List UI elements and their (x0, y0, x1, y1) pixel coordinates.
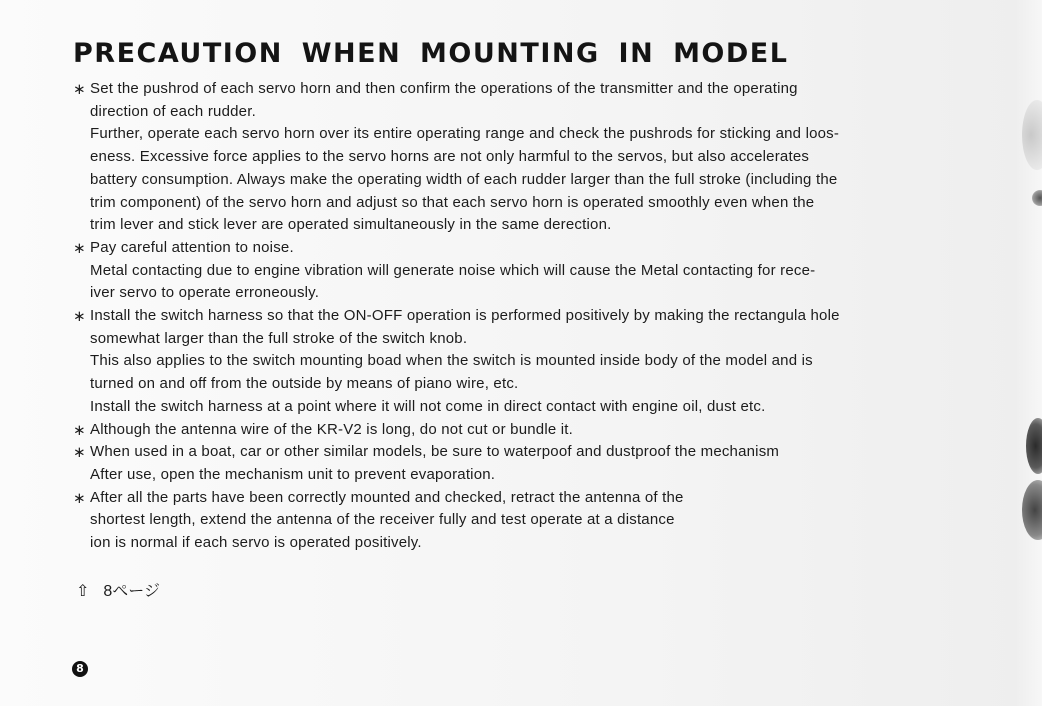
text-line: Install the switch harness at a point where it will not come in direct contact with engine oil, dust etc. (90, 397, 766, 415)
text-line: Set the pushrod of each servo horn and then confirm the operations of the transmitter and the operating (90, 80, 798, 97)
continuation-paragraph (73, 260, 983, 305)
text-line: battery consumption. Always make the operating width of each rudder larger than the full stroke (including the (90, 170, 838, 188)
text-line: This also applies to the switch mounting boad when the switch is mounted inside body of the model and is (90, 352, 813, 370)
bullet-item (73, 305, 983, 350)
text-line: shortest length, extend the antenna of the receiver fully and test operate at a distance (90, 511, 675, 529)
asterisk-bullet-icon: ∗ (73, 443, 86, 462)
asterisk-bullet-icon: ∗ (73, 420, 86, 439)
bullet-item (73, 78, 983, 123)
asterisk-bullet-icon: ∗ (73, 307, 86, 326)
text-line: eness. Excessive force applies to the servo horns are not only harmful to the servos, but also accelerates (90, 148, 810, 166)
asterisk-bullet-icon: ∗ (73, 488, 86, 507)
continuation-paragraph (73, 123, 983, 237)
text-line: direction of each rudder. (90, 102, 256, 120)
binding-hole-mark (1032, 190, 1042, 206)
bullet-item (73, 237, 983, 260)
text-line: somewhat larger than the full stroke of the switch knob. (90, 329, 468, 347)
asterisk-bullet-icon: ∗ (73, 238, 86, 257)
text-line: Install the switch harness so that the ON-OFF operation is performed positively by making the rectangula hole (90, 307, 840, 325)
text-line: After all the parts have been correctly mounted and checked, retract the antenna of the (90, 488, 684, 506)
up-arrow-icon: ⇧ (76, 581, 90, 600)
page-link-label: 8ページ (103, 583, 160, 600)
text-line: Although the antenna wire of the KR-V2 is long, do not cut or bundle it. (90, 420, 574, 438)
bullet-item (73, 487, 983, 555)
text-line: When used in a boat, car or other similar models, be sure to waterpoof and dustproof the mechanism (90, 443, 780, 461)
asterisk-bullet-icon: ∗ (73, 80, 86, 98)
text-line: Metal contacting due to engine vibration will generate noise which will cause the Metal contacting for rece- (90, 261, 816, 279)
text-line: Further, operate each servo horn over its entire operating range and check the pushrods for sticking and loos- (90, 125, 840, 143)
page-link-8[interactable] (76, 578, 160, 601)
text-line: turned on and off from the outside by means of piano wire, etc. (90, 375, 519, 393)
bullet-item (73, 419, 983, 442)
page-number-badge: 8 (72, 661, 88, 677)
text-line: trim lever and stick lever are operated simultaneously in the same derection. (90, 216, 612, 234)
text-line: ion is normal if each servo is operated positively. (90, 534, 422, 552)
text-line: iver servo to operate erroneously. (90, 284, 320, 302)
bullet-item (73, 441, 983, 486)
text-line: Pay careful attention to noise. (90, 238, 294, 256)
page-title: PRECAUTION WHEN MOUNTING IN MODEL (73, 38, 789, 69)
instruction-list (73, 78, 983, 555)
text-line: After use, open the mechanism unit to prevent evaporation. (90, 465, 496, 483)
text-line: trim component) of the servo horn and adjust so that each servo horn is operated smoothly even when the (90, 193, 815, 211)
continuation-paragraph (73, 350, 983, 418)
